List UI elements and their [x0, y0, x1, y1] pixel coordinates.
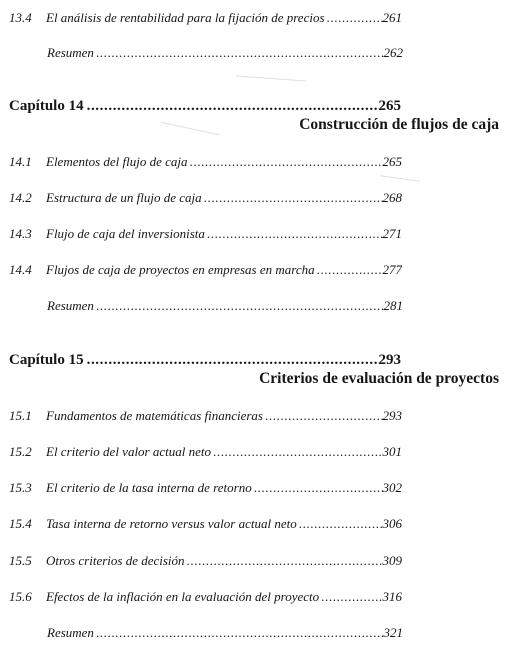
toc-entry-page: 281 [383, 298, 403, 313]
scan-artifact [161, 122, 220, 135]
toc-entry-number: 14.4 [9, 262, 32, 277]
dot-leader [84, 352, 379, 369]
toc-entry-number: 15.6 [9, 589, 32, 604]
toc-entry-summary[interactable] [0, 298, 508, 320]
toc-entry-summary[interactable] [0, 625, 508, 647]
toc-entry-number: 13.4 [9, 10, 32, 25]
toc-entry-page: 262 [383, 45, 403, 60]
toc-entry-page: 309 [382, 553, 402, 568]
toc-entry-number: 15.1 [9, 408, 32, 423]
toc-entry-page: 302 [382, 480, 402, 495]
toc-entry[interactable] [0, 408, 508, 430]
toc-entry-title: Estructura de un flujo de caja [46, 190, 202, 205]
dot-leader [94, 625, 384, 641]
toc-entry-title: Resumen [47, 298, 94, 313]
toc-entry-title: Fundamentos de matemáticas financieras [46, 408, 263, 423]
toc-entry-page: 321 [383, 625, 403, 640]
toc-entry-page: 301 [382, 444, 402, 459]
toc-entry-title: Flujos de caja de proyectos en empresas en marcha [46, 262, 315, 277]
toc-entry-number: 15.5 [9, 553, 32, 568]
dot-leader [297, 516, 383, 532]
toc-entry-number: 14.3 [9, 226, 32, 241]
toc-entry[interactable] [0, 10, 508, 32]
toc-entry-title: El análisis de rentabilidad para la fijación de precios [46, 10, 325, 25]
toc-entry-title: Tasa interna de retorno versus valor actual neto [46, 516, 297, 531]
toc-entry-title: Resumen [47, 625, 94, 640]
toc-entry-page: 261 [382, 10, 402, 25]
dot-leader [94, 45, 384, 61]
chapter-page: 293 [378, 352, 401, 368]
dot-leader [315, 262, 383, 278]
chapter-page: 265 [378, 98, 401, 114]
toc-entry-page: 306 [382, 516, 402, 531]
chapter-label: Capítulo 15 [9, 352, 84, 368]
toc-entry-title: Otros criterios de decisión [46, 553, 185, 568]
dot-leader [205, 226, 383, 242]
toc-entry-summary[interactable] [0, 45, 508, 67]
dot-leader [84, 98, 379, 115]
toc-entry-number: 15.2 [9, 444, 32, 459]
toc-entry[interactable] [0, 226, 508, 248]
toc-entry-number: 15.3 [9, 480, 32, 495]
toc-entry-page: 277 [382, 262, 402, 277]
dot-leader [94, 298, 384, 314]
scan-artifact [380, 175, 420, 182]
chapter-subtitle: Criterios de evaluación de proyectos [259, 370, 499, 387]
toc-entry-title: Flujo de caja del inversionista [46, 226, 205, 241]
toc-entry[interactable] [0, 553, 508, 575]
toc-entry-title: Efectos de la inflación en la evaluación del proyecto [46, 589, 320, 604]
toc-entry[interactable] [0, 516, 508, 538]
toc-entry-number: 15.4 [9, 516, 32, 531]
toc-entry-page: 271 [382, 226, 402, 241]
chapter-subtitle: Construcción de flujos de caja [299, 116, 499, 133]
dot-leader [325, 10, 383, 26]
toc-entry-title: El criterio del valor actual neto [46, 444, 211, 459]
toc-entry-page: 316 [382, 589, 402, 604]
toc-entry-page: 268 [382, 190, 402, 205]
toc-entry-number: 14.2 [9, 190, 32, 205]
scan-artifact [236, 76, 306, 82]
toc-entry[interactable] [0, 154, 508, 176]
dot-leader [202, 190, 383, 206]
dot-leader [211, 444, 383, 460]
toc-entry[interactable] [0, 589, 508, 611]
toc-entry[interactable] [0, 480, 508, 502]
dot-leader [185, 553, 383, 569]
dot-leader [188, 154, 383, 170]
toc-entry-number: 14.1 [9, 154, 32, 169]
dot-leader [252, 480, 383, 496]
toc-entry-page: 293 [382, 408, 402, 423]
toc-entry-page: 265 [382, 154, 402, 169]
toc-entry[interactable] [0, 262, 508, 284]
chapter-label: Capítulo 14 [9, 98, 84, 114]
toc-entry-title: Elementos del flujo de caja [46, 154, 188, 169]
toc-entry[interactable] [0, 190, 508, 212]
dot-leader [319, 589, 382, 605]
toc-entry-title: El criterio de la tasa interna de retorno [46, 480, 252, 495]
toc-entry[interactable] [0, 444, 508, 466]
dot-leader [263, 408, 383, 424]
toc-entry-title: Resumen [47, 45, 94, 60]
